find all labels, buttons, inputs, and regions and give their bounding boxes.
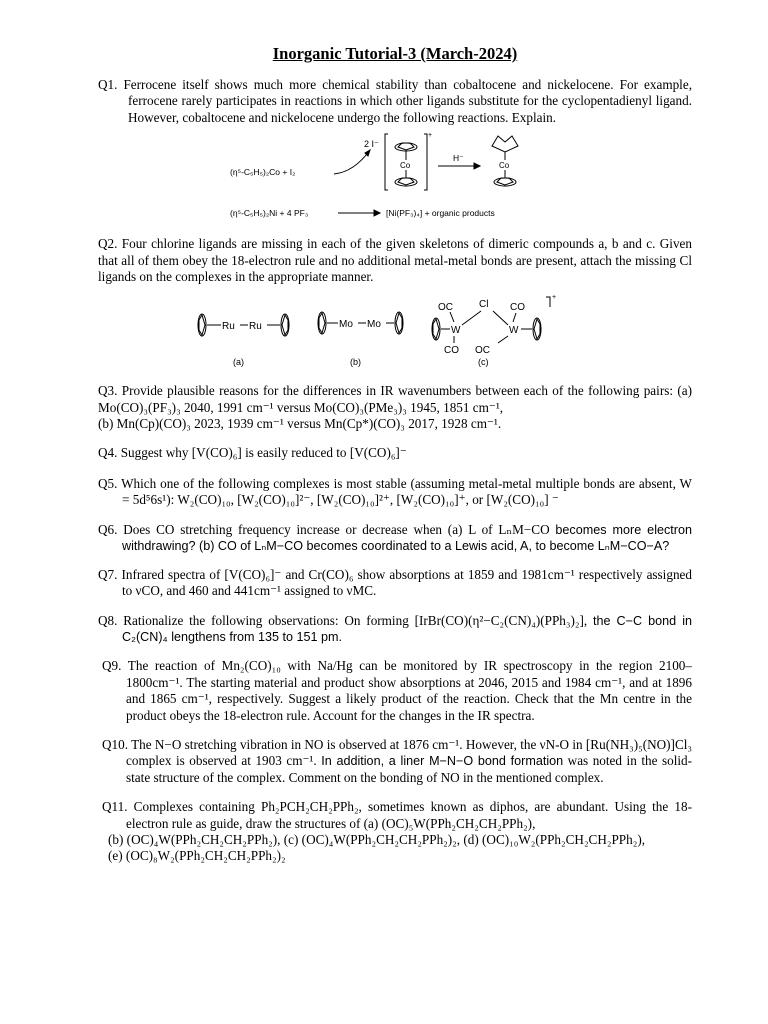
question-8-part-a: Q8. Rationalize the following observations: On forming [IrBr(CO)(η²−C₂(CN)₄)(PPh₃)₂],: [98, 612, 594, 628]
question-3-part-b: (b) Mn(Cp)(CO)₃ 2023, 1939 cm⁻¹ versus Mn(Cp*)(CO)₃ 2017, 1928 cm⁻¹.: [98, 416, 502, 432]
question-3-part-a: Q3. Provide plausible reasons for the differences in IR wavenumbers between each of the following pairs: (a) Mo(CO)₃(PF₃)₃ 2040, 1991 cm⁻¹ versus Mo(CO)₃(PMe₃)₃ 1945, 1851 cm⁻¹,: [98, 383, 692, 415]
mo-atom-1: Mo: [339, 319, 353, 331]
svg-text:Co: Co: [499, 161, 510, 171]
question-4: Q4. Suggest why [V(CO)₆] is easily reduced to [V(CO)₆]⁻: [98, 444, 407, 460]
question-10-part-b: In addition, a liner M−N−O bond formation: [321, 754, 564, 769]
label-c: (c): [478, 357, 489, 368]
question-6-part-b: becomes more electron withdrawing? (b) CO of LₙM−CO becomes coordinated to a Lewis acid, A, to become LₙM−CO−A?: [122, 522, 692, 554]
question-1: Q1. Ferrocene itself shows much more chemical stability than cobaltocene and nickelocene. For example, ferrocene rarely participates in reactions in which other ligands substitute for the cyclopentadienyl ligand. However, cobaltocene and nickelocene undergo the following reactions. Explain.: [98, 77, 692, 125]
ru-atom-2: Ru: [249, 321, 262, 333]
question-2: Q2. Four chlorine ligands are missing in each of the given skeletons of dimeric compounds a, b and c. Given that all of them obey the 18-electron rule and no additional metal-metal bonds are present, attach the missing Cl ligands on the complexes in the appropriate manner.: [98, 236, 692, 285]
w-atom-1: W: [451, 325, 461, 337]
question-10-part-c: was noted in the solid-state structure of the complex. Comment on the bonding of NO in the mentioned complex.: [126, 753, 693, 785]
co-ligand-bottom-left: CO: [444, 345, 459, 357]
skeleton-b-mo-mo: [318, 312, 403, 367]
question-11-part-e: (e) (OC)₈W₂(PPh₂CH₂CH₂PPh₂)₂: [108, 848, 286, 864]
label-a: (a): [233, 357, 244, 368]
q1-reaction-scheme: [228, 128, 568, 224]
question-3: [98, 383, 692, 432]
question-6: [98, 522, 692, 555]
q2-dimer-skeletons: [188, 293, 608, 371]
question-6-part-a: Q6. Does CO stretching frequency increase or decrease when (a) L of LₙM−CO: [98, 521, 556, 537]
question-8-part-b: the C−C bond in C₂(CN)₄ lengthens from 135 to 151 pm.: [122, 613, 692, 644]
cyclopentadiene-cobalt-structure: [492, 136, 518, 186]
skeleton-c-w-cl-w: [432, 294, 556, 367]
co-ligand-bottom-right: OC: [475, 345, 490, 357]
cobaltocenium-cation-structure: [385, 132, 432, 190]
question-10-part-a: Q10. The N−O stretching vibration in NO is observed at 1876 cm⁻¹. However, the νN-O in [Ru(NH₃)₅(NO)]Cl₃ complex is observed at 1903 cm⁻¹.: [102, 736, 692, 769]
cation-charge: +: [552, 294, 557, 302]
co-ligand-top-right: CO: [510, 302, 525, 314]
co-ligand-top-left: OC: [438, 302, 453, 314]
bridging-cl: Cl: [479, 299, 489, 311]
document-title: Inorganic Tutorial-3 (March-2024): [272, 44, 518, 63]
curved-arrow: [334, 150, 370, 174]
question-11-intro: Q11. Complexes containing Ph₂PCH₂CH₂PPh₂, sometimes known as diphos, are abundant. Using the 18-electron rule as guide, draw the structures of (a) (OC)₅W(PPh₂CH₂CH₂PPh₂),: [102, 799, 692, 831]
nickelocene-pf3-reactants: (η⁵-C₅H₅)₂Ni + 4 PF₃: [230, 208, 309, 219]
svg-text:+: +: [428, 132, 433, 140]
mo-atom-2: Mo: [367, 319, 381, 331]
nickel-pf3-products: [Ni(PF₃)₄] + organic products: [386, 208, 495, 219]
question-11: [102, 799, 692, 865]
svg-text:Co: Co: [400, 161, 411, 171]
cobaltocene-iodine-reactants: (η⁵-C₅H₅)₂Co + I₂: [230, 167, 296, 178]
question-8: [98, 613, 692, 646]
ru-atom-1: Ru: [222, 321, 235, 333]
w-atom-2: W: [509, 325, 519, 337]
question-5: Q5. Which one of the following complexes is most stable (assuming metal-metal multiple bonds are absent, W = 5d⁵6s¹): W₂(CO)₁₀, [W₂(CO)₁₀]²⁻, [W₂(CO)₁₀]²⁺, [W₂(CO)₁₀]⁺, or [W₂(CO)₁₀] ⁻: [98, 476, 692, 508]
question-10: [102, 737, 692, 786]
question-11-parts-b-d: (b) (OC)₄W(PPh₂CH₂CH₂PPh₂), (c) (OC)₄W(PPh₂CH₂CH₂PPh₂)₂, (d) (OC)₁₀W₂(PPh₂CH₂CH₂PPh₂),: [108, 831, 646, 847]
question-7: Q7. Infrared spectra of [V(CO)₆]⁻ and Cr(CO)₆ show absorptions at 1859 and 1981cm⁻¹ respectively assigned to νCO, and 460 and 441cm⁻¹ assigned to νMC.: [98, 566, 692, 599]
label-b: (b): [350, 357, 361, 368]
question-9: Q9. The reaction of Mn₂(CO)₁₀ with Na/Hg can be monitored by IR spectroscopy in the region 2100–1800cm⁻¹. The starting material and product show absorptions at 2046, 2015 and 1984 cm⁻¹, and at 1896 and 1865 cm⁻¹, respectively. Suggest a likely product of the reaction. Check that the Mn centre in the product obeys the 18-electron rule. Account for the changes in the IR spectra.: [102, 658, 692, 723]
hydride-reagent: H⁻: [453, 153, 464, 164]
iodide-reagent: 2 I⁻: [364, 139, 379, 150]
skeleton-a-ru-ru: [198, 314, 289, 367]
